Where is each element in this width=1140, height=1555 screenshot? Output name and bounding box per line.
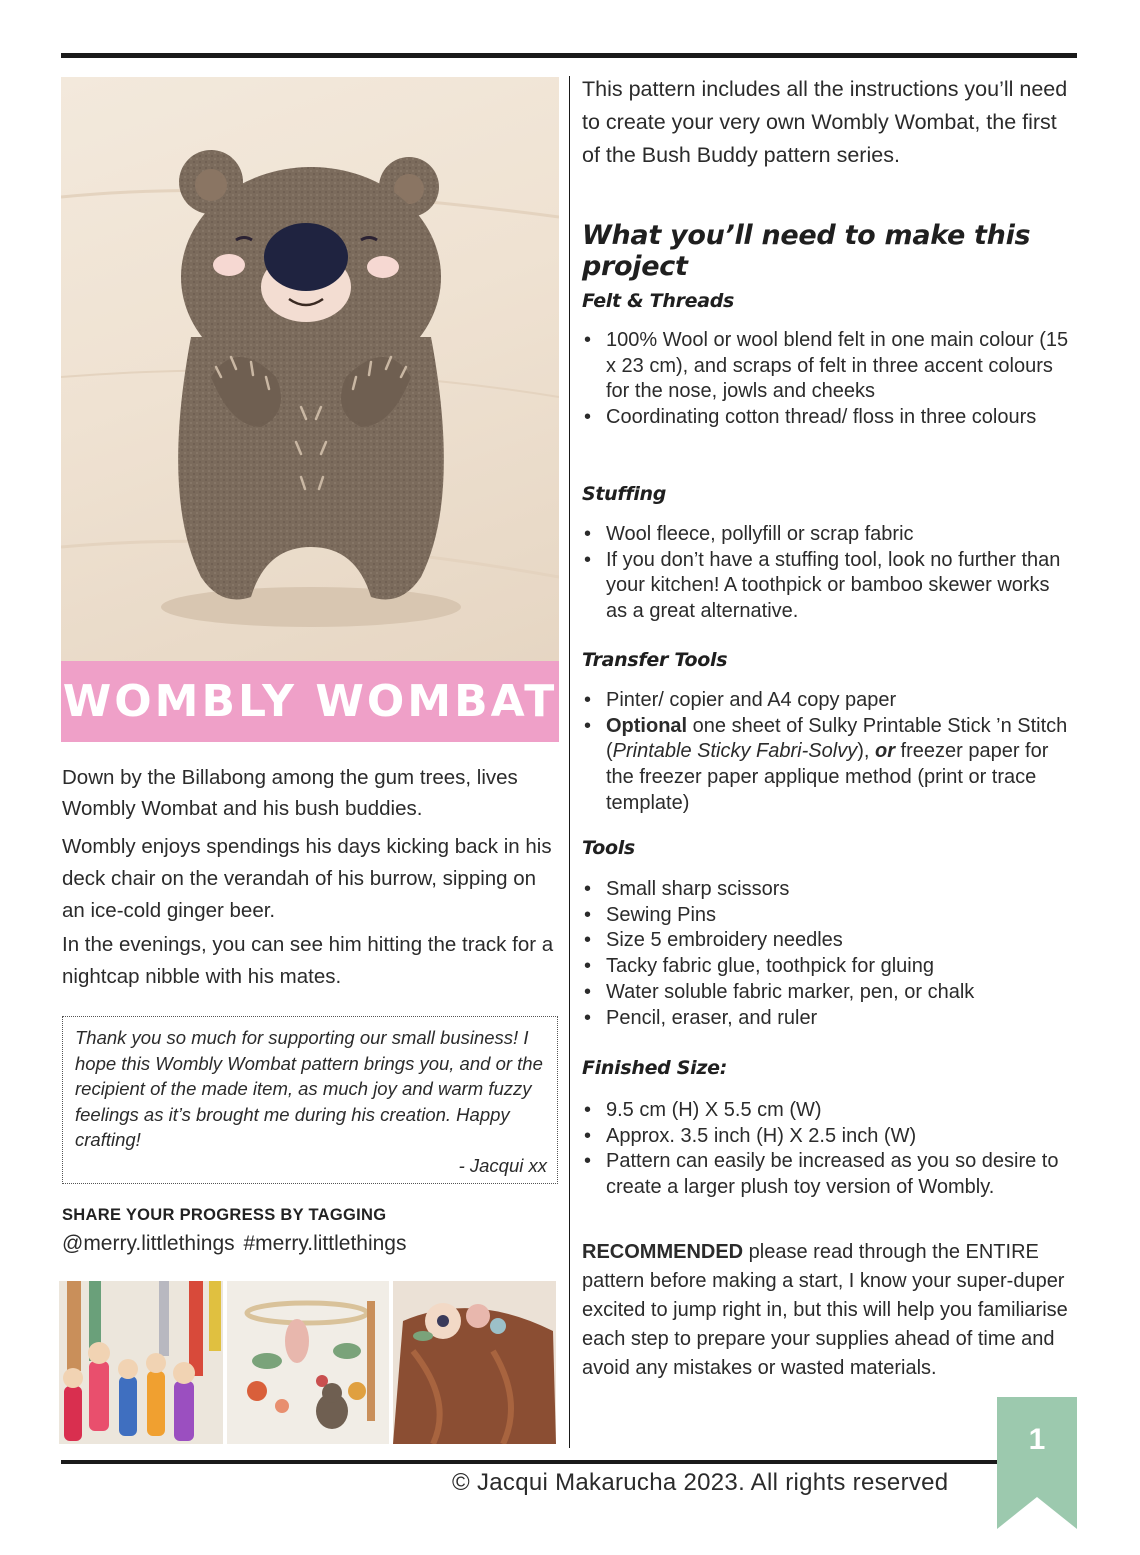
page-number-ribbon — [997, 1397, 1077, 1529]
story-paragraph-2: Wombly enjoys spendings his days kicking back in his deck chair on the verandah of his burrow, sipping on an ice-cold ginger beer. — [62, 835, 552, 922]
optional-text-a: one sheet of Sulky Printable Stick ’n Stitch ( — [606, 714, 1068, 763]
list-item: • Water soluble fabric marker, pen, or chalk — [582, 980, 1072, 1006]
title-banner — [61, 661, 559, 742]
note-signature: - Jacqui xx — [458, 1154, 547, 1176]
story-paragraph-1: Down by the Billabong among the gum trees, lives Wombly Wombat and his bush buddies. — [62, 766, 518, 820]
copyright-footer: © Jacqui Makarucha 2023. All rights reserved — [452, 1469, 949, 1496]
list-item: • Pencil, eraser, and ruler — [582, 1006, 1072, 1032]
felt-threads-heading: Felt & Threads — [582, 290, 735, 312]
wombat-photo — [61, 77, 559, 661]
story-paragraph-3: In the evenings, you can see him hitting the track for a nightcap nibble with his mates. — [62, 933, 554, 988]
share-heading: SHARE YOUR PROGRESS BY TAGGING — [62, 1206, 387, 1224]
list-item: • Pinter/ copier and A4 copy paper — [582, 688, 1072, 714]
list-item: • 100% Wool or wool blend felt in one main colour (15 x 23 cm), and scraps of felt in three accent colours for the nose, jowls and cheeks — [582, 328, 1072, 405]
list-item — [582, 714, 1072, 817]
pattern-title: WOMBLY WOMBAT — [62, 676, 558, 727]
pattern-intro: This pattern includes all the instructions you’ll need to create your very own Wombly Wombat, the first of the Bush Buddy pattern series. — [582, 77, 1068, 167]
list-item: • Approx. 3.5 inch (H) X 2.5 inch (W) — [582, 1124, 1072, 1150]
thumbnail-felt-flower-clip — [393, 1281, 556, 1444]
list-item: • If you don’t have a stuffing tool, look no further than your kitchen! A toothpick or bamboo skewer works as a great alternative. — [582, 548, 1072, 625]
recommendation-text: please read through the ENTIRE pattern before making a start, I know your super-duper excited to jump right in, but this will help you familiarise each step to prepare your supplies ahead of time and avoid any mistakes or wasted materials. — [582, 1241, 1068, 1379]
top-rule — [61, 53, 1077, 58]
recommended-label: RECOMMENDED — [582, 1241, 744, 1263]
page-number: 1 — [1028, 1423, 1046, 1456]
felt-mobile-image — [227, 1281, 389, 1444]
materials-heading: What you’ll need to make this project — [582, 220, 1031, 282]
transfer-tools-list — [582, 688, 1072, 817]
list-item: • Wool fleece, pollyfill or scrap fabric — [582, 522, 1072, 548]
list-item: • Pattern can easily be increased as you so desire to create a larger plush toy version of Wombly. — [582, 1149, 1072, 1200]
finished-size-list — [582, 1098, 1072, 1201]
column-divider — [569, 76, 570, 1448]
list-item: • Size 5 embroidery needles — [582, 928, 1072, 954]
list-item: • Tacky fabric glue, toothpick for gluing — [582, 954, 1072, 980]
thumbnail-felt-mobile — [227, 1281, 389, 1444]
list-item: • Small sharp scissors — [582, 877, 1072, 903]
recommendation-note — [582, 1238, 1072, 1383]
note-text: Thank you so much for supporting our small business! I hope this Wombly Wombat pattern brings you, and or the recipient of the made item, as much joy and warm fuzzy feelings as it’s brought me during his creation. Happy crafting! — [75, 1027, 543, 1150]
optional-label: Optional — [606, 714, 688, 737]
bookmark-icon — [997, 1397, 1077, 1529]
or-label: or — [874, 740, 895, 763]
product-name: Printable Sticky Fabri-Solvy — [612, 740, 858, 763]
kokeshi-dolls-image — [59, 1281, 223, 1444]
felt-wombat-illustration — [61, 77, 559, 661]
list-item: • 9.5 cm (H) X 5.5 cm (W) — [582, 1098, 1072, 1124]
thank-you-note — [62, 1016, 558, 1184]
list-item: • Sewing Pins — [582, 903, 1072, 929]
story-body — [62, 831, 557, 993]
flower-hairclip-image — [393, 1281, 556, 1444]
thumbnail-kokeshi-dolls — [59, 1281, 223, 1444]
transfer-tools-heading: Transfer Tools — [582, 649, 728, 671]
bottom-rule — [61, 1460, 997, 1464]
tools-list — [582, 877, 1072, 1031]
felt-threads-list — [582, 328, 1072, 431]
optional-text-b: ), — [857, 740, 875, 763]
list-item: • Coordinating cotton thread/ floss in three colours — [582, 405, 1072, 431]
finished-size-heading: Finished Size: — [582, 1057, 728, 1079]
hashtag-link[interactable]: #merry.littlethings — [243, 1232, 407, 1255]
tools-heading: Tools — [582, 837, 635, 859]
optional-text-c: freezer paper for the freezer paper applique method (print or trace template) — [606, 740, 1049, 814]
stuffing-list — [582, 522, 1072, 625]
story-intro — [62, 762, 557, 824]
instagram-handle-link[interactable]: @merry.littlethings — [62, 1232, 235, 1255]
stuffing-heading: Stuffing — [582, 483, 667, 505]
share-tags — [62, 1232, 406, 1256]
